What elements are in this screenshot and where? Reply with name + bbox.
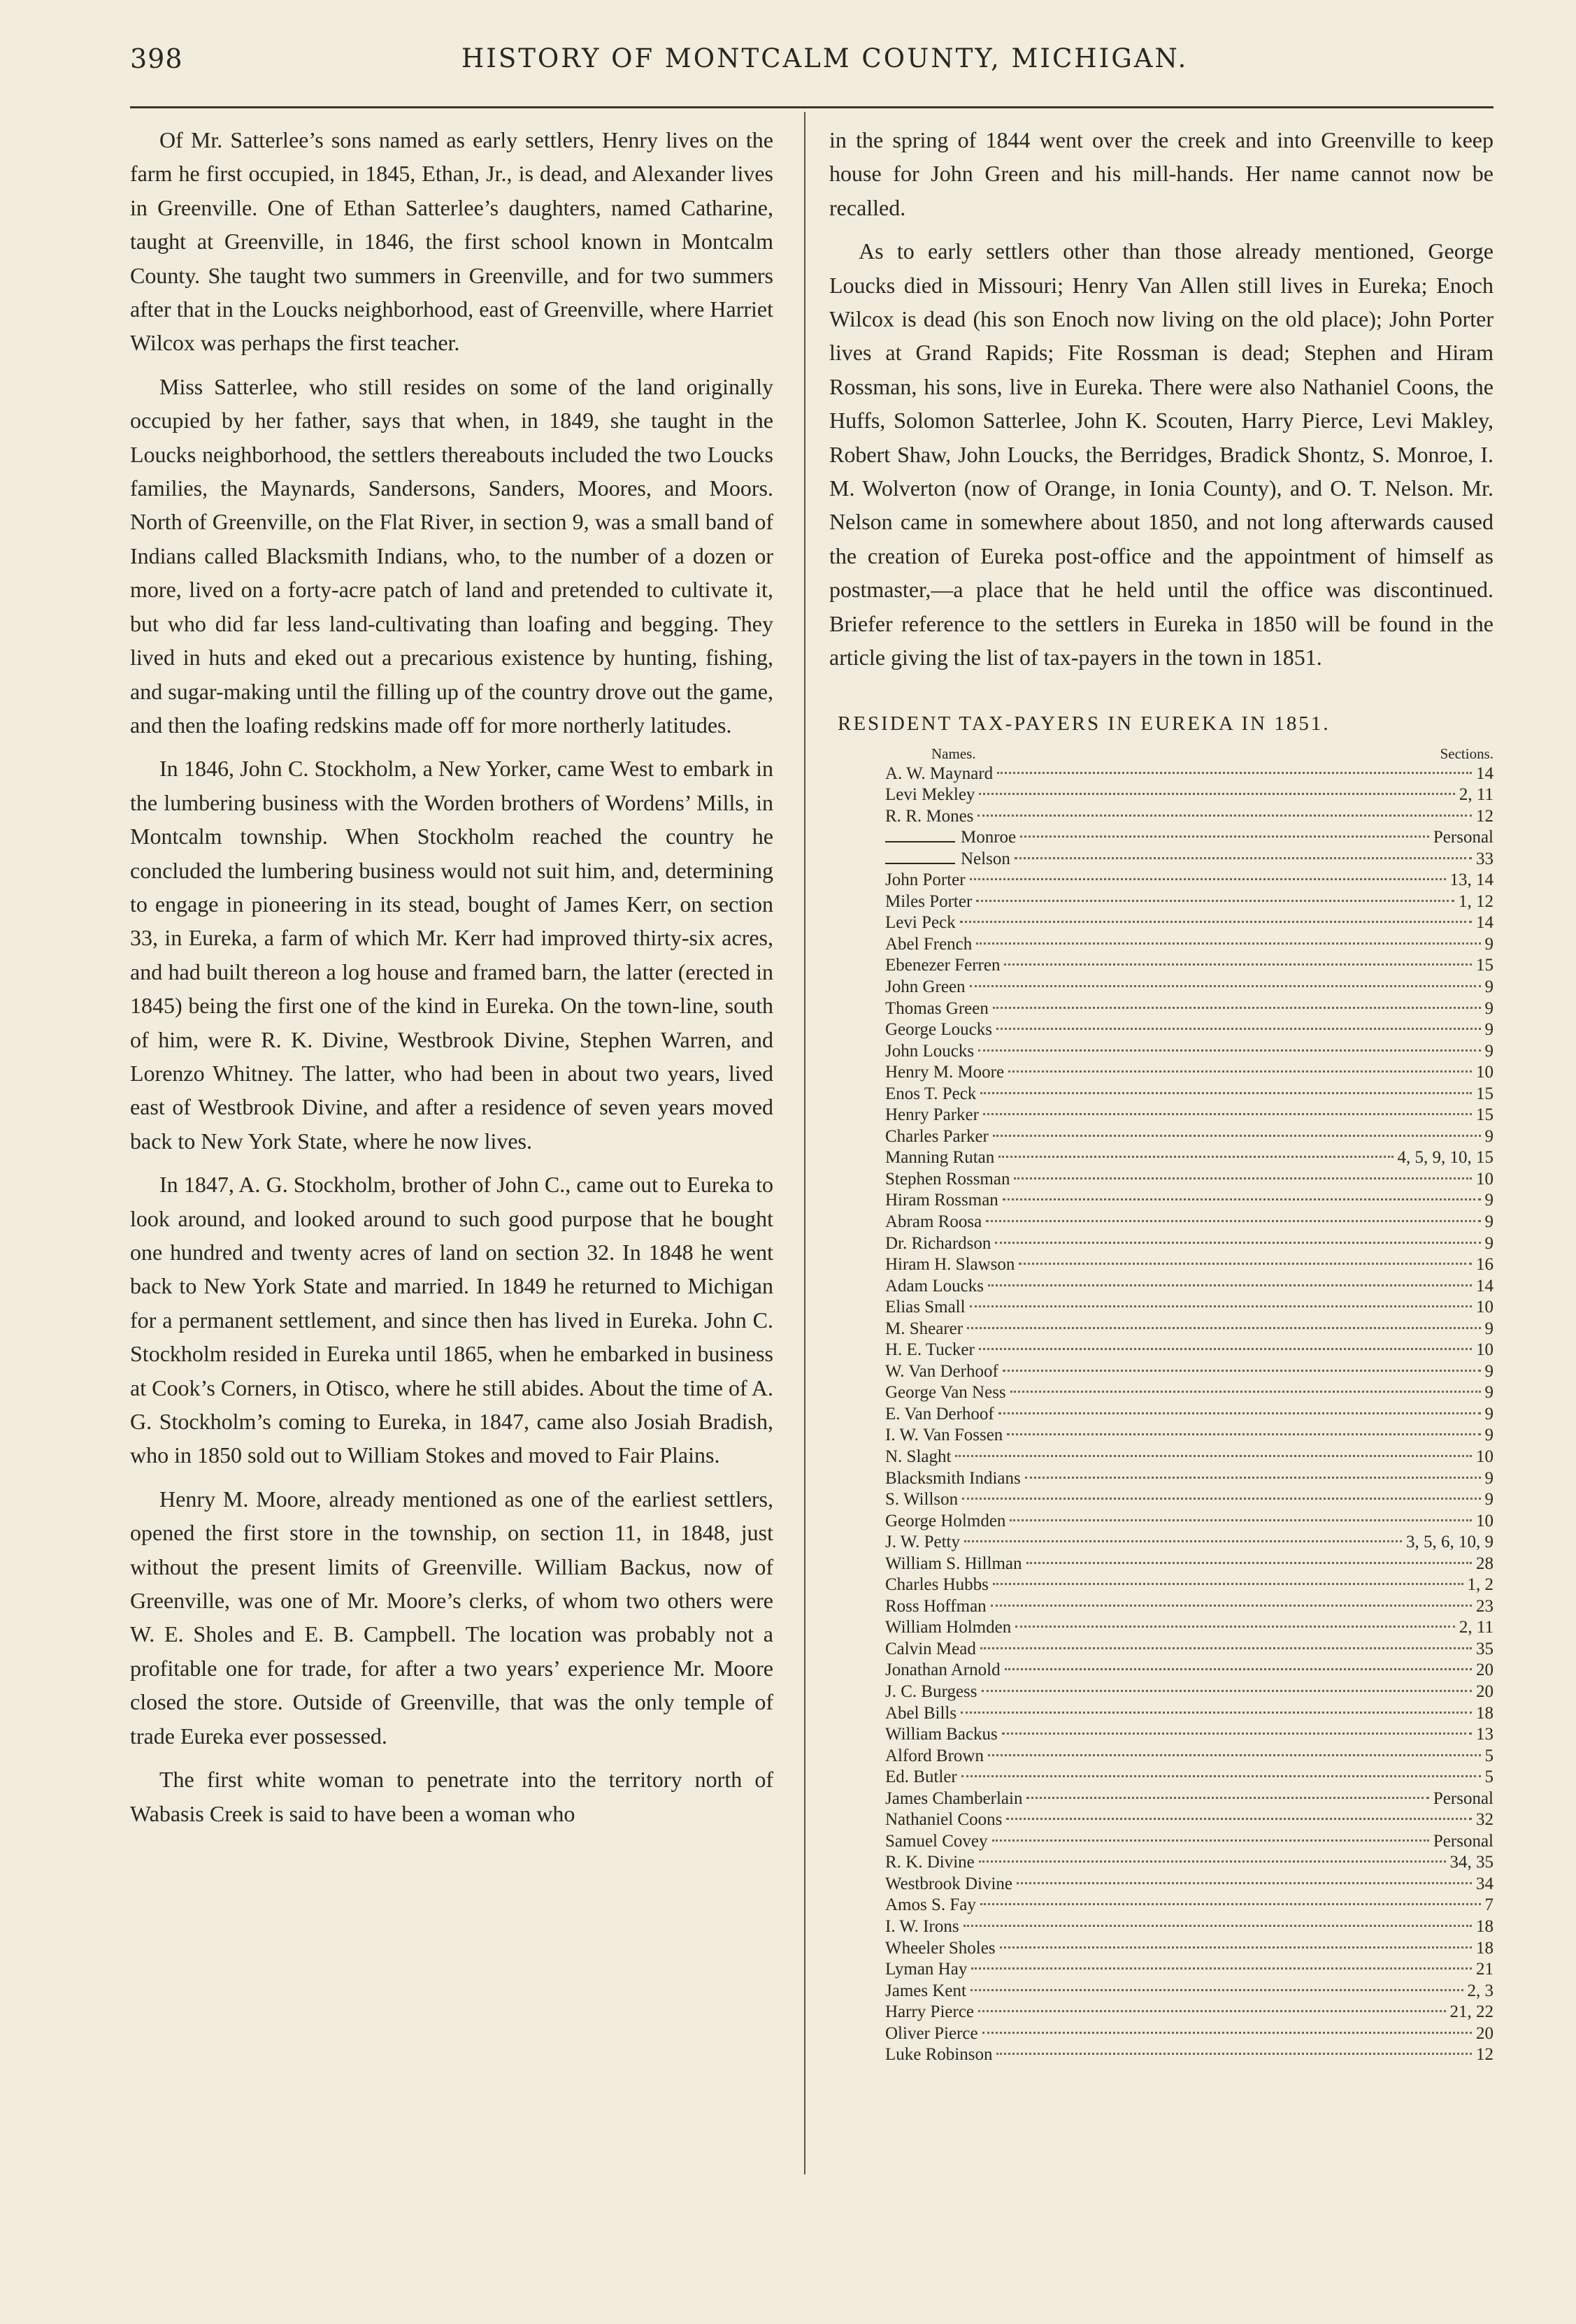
left-column xyxy=(130,123,773,1840)
table-row xyxy=(829,1981,1493,2003)
tax-payer-sections: 9 xyxy=(1484,1490,1493,1509)
dot-leader xyxy=(962,1498,1480,1500)
tax-payer-sections: 1, 2 xyxy=(1467,1575,1493,1595)
paragraph: Of Mr. Satterlee’s sons named as early settlers, Henry lives on the farm he first occupied, in 1845, Ethan, Jr., is dead, and Alexander lives in Greenville. One of Ethan Satterlee’s daughters, named Catharine, taught at Greenville, in 1846, the first school known in Montcalm County. She taught two summers in Greenville, and for two summers after that in the Loucks neighborhood, east of Greenville, where Harriet Wilcox was perhaps the first teacher. xyxy=(130,127,773,356)
paragraph: in the spring of 1844 went over the creek and into Greenville to keep house for John Green and his mill-hands. Her name cannot now be recalled. xyxy=(829,127,1493,220)
dot-leader xyxy=(993,1135,1481,1137)
tax-payer-name: Abel French xyxy=(885,934,973,954)
tax-payer-sections: 1, 12 xyxy=(1459,891,1493,911)
tax-payer-sections: 3, 5, 6, 10, 9 xyxy=(1406,1533,1493,1552)
tax-payer-name: Luke Robinson xyxy=(885,2045,993,2065)
dot-leader xyxy=(993,1583,1463,1585)
tax-payer-name: R. R. Mones xyxy=(885,806,974,826)
dot-leader xyxy=(961,1712,1472,1714)
tax-payer-name: M. Shearer xyxy=(885,1319,963,1338)
tax-payer-sections: 15 xyxy=(1476,956,1493,975)
table-row xyxy=(829,1105,1493,1127)
dot-leader xyxy=(995,1242,1480,1244)
tax-payer-sections: 15 xyxy=(1476,1084,1493,1103)
table-row xyxy=(829,1084,1493,1106)
tax-payer-name: Enos T. Peck xyxy=(885,1084,977,1103)
page-number: 398 xyxy=(130,43,183,74)
tax-payer-name: N. Slaght xyxy=(885,1447,952,1466)
tax-payer-sections: 28 xyxy=(1476,1554,1493,1573)
dot-leader xyxy=(1026,1797,1428,1799)
tax-payer-sections: 14 xyxy=(1476,763,1493,783)
table-row xyxy=(829,1960,1493,1981)
dot-leader xyxy=(1008,1070,1472,1073)
dot-leader xyxy=(982,1690,1472,1692)
table-row xyxy=(829,892,1493,914)
tax-payer-name: Elias Small xyxy=(885,1298,966,1317)
table-row xyxy=(829,1170,1493,1191)
table-row xyxy=(829,1426,1493,1447)
tax-payer-name: Henry M. Moore xyxy=(885,1063,1005,1082)
column-divider xyxy=(804,112,805,2174)
paragraph: Henry M. Moore, already mentioned as one of the earliest settlers, opened the first store in the township, on section 11, in 1848, just without the present limits of Greenville. William Backus, now of Greenville, was one of Mr. Moore’s clerks, of whom two others were W. E. Sholes and E. B. Campbell. The location was probably not a profitable one for trade, for after a two years’ experience Mr. Moore closed the store. Outside of Greenville, that was the only temple of trade Eureka ever possessed. xyxy=(130,1486,773,1749)
tax-payer-name: William Backus xyxy=(885,1725,998,1744)
paragraph: In 1846, John C. Stockholm, a New Yorker, came West to embark in the lumbering business with the Worden brothers of Wordens’ Mills, in Montcalm township. When Stockholm reached the country he concluded the lumbering business would not suit him, and, determining to engage in pioneering in its stead, bought of James Kerr, on section 33, in Eureka, a farm of which Mr. Kerr had improved thirty-six acres, and had built thereon a log house and framed barn, the latter (erected in 1845) being the first one of the kind in Eureka. On the town-line, south of him, were R. K. Divine, Westbrook Divine, Stephen Warren, and Lorenzo Whitney. The latter, who had been in about two years, lived east of Westbrook Divine, and after a residence of seven years moved back to New York State, where he now lives. xyxy=(130,756,773,1154)
tax-payer-name: Adam Loucks xyxy=(885,1276,984,1296)
table-row xyxy=(829,1490,1493,1512)
tax-payer-sections: 2, 11 xyxy=(1459,785,1493,805)
tax-payer-sections: 2, 3 xyxy=(1467,1981,1493,2000)
paragraph: In 1847, A. G. Stockholm, brother of John C., came out to Eureka to look around, and looked around to such good purpose that he bought one hundred and twenty acres of land on section 32. In 1848 he went back to New York State and married. In 1849 he returned to Michigan for a permanent settlement, and since then has lived in Eureka. John C. Stockholm resided in Eureka until 1865, when he embarked in business at Cook’s Corners, in Otisco, where he still abides. About the time of A. G. Stockholm’s coming to Eureka, in 1847, came also Josiah Bradish, who in 1850 sold out to William Stokes and moved to Fair Plains. xyxy=(130,1172,773,1468)
dot-leader xyxy=(1010,1391,1481,1393)
table-row xyxy=(829,1234,1493,1256)
table-row xyxy=(829,1917,1493,1939)
dot-leader xyxy=(970,1305,1472,1307)
table-row xyxy=(829,1640,1493,1661)
dot-leader xyxy=(970,985,1481,987)
table-header xyxy=(829,745,1493,763)
tax-payer-sections: 10 xyxy=(1476,1063,1493,1082)
table-row xyxy=(829,870,1493,892)
tax-payer-name: William S. Hillman xyxy=(885,1554,1022,1573)
dot-leader xyxy=(1003,1370,1481,1372)
dot-leader xyxy=(980,1647,1472,1649)
table-row xyxy=(829,1832,1493,1853)
paragraph: Miss Satterlee, who still resides on some of the land originally occupied by her father, says that when, in 1849, she taught in the Loucks neighborhood, the settlers thereabouts included the two Loucks families, the Maynards, Sandersons, Sanders, Moores, and Moors. North of Greenville, on the Flat River, in section 9, was a small band of Indians called Blacksmith Indians, who, to the number of a dozen or more, lived on a forty-acre patch of land and pretended to cultivate it, but who did far less land-cultivating than loafing and begging. They lived in huts and eked out a precarious existence by hunting, fishing, and sugar-making until the filling up of the country drove out the game, and then the loafing redskins made off for more northerly latitudes. xyxy=(130,373,773,738)
table-row xyxy=(829,1383,1493,1405)
tax-payer-sections: 9 xyxy=(1484,1319,1493,1338)
dot-leader xyxy=(991,1605,1472,1607)
dot-leader xyxy=(1006,1818,1472,1820)
tax-payer-sections: 9 xyxy=(1484,1041,1493,1061)
tax-payer-name: George Loucks xyxy=(885,1020,992,1040)
dot-leader xyxy=(1014,1177,1472,1179)
dot-leader xyxy=(988,1754,1481,1756)
tax-payer-name: Ross Hoffman xyxy=(885,1596,987,1616)
tax-payer-name: Harry Pierce xyxy=(885,2002,975,2022)
table-row xyxy=(829,1277,1493,1298)
table-row xyxy=(829,785,1493,807)
tax-payer-name: James Chamberlain xyxy=(885,1788,1023,1808)
dot-leader xyxy=(983,1113,1472,1115)
table-row xyxy=(829,1512,1493,1533)
dot-leader xyxy=(1026,1562,1472,1564)
dot-leader xyxy=(976,942,1480,945)
table-row xyxy=(829,1191,1493,1212)
tax-payer-name: Abram Roosa xyxy=(885,1212,982,1231)
tax-payer-name: I. W. Van Fossen xyxy=(885,1426,1003,1445)
tax-payer-name: Wheeler Sholes xyxy=(885,1938,996,1958)
tax-payer-sections: 33 xyxy=(1476,849,1493,868)
tax-payer-sections: 23 xyxy=(1476,1596,1493,1616)
dot-leader xyxy=(978,1049,1480,1052)
table-row xyxy=(829,956,1493,977)
table-row xyxy=(829,1362,1493,1384)
table-row xyxy=(829,1127,1493,1149)
dot-leader xyxy=(996,2053,1472,2055)
paragraph: As to early settlers other than those already mentioned, George Loucks died in Missouri; Henry Van Allen still lives in Eureka; Enoch Wilcox is dead (his son Enoch now living on the old place); John Porter lives at Grand Rapids; Fite Rossman is dead; Stephen and Hiram Rossman, his sons, live in Eureka. There were also Nathaniel Coons, the Huffs, Solomon Satterlee, John K. Scouten, Harry Pierce, Levi Makley, Robert Shaw, John Loucks, the Berridges, Bradick Shontz, S. Monroe, I. M. Wolverton (now of Orange, in Ionia County), and O. T. Nelson. Mr. Nelson came in somewhere about 1850, and not long afterwards caused the creation of Eureka post-office and the appointment of himself as postmaster,—a place that he held until the office was discontinued. Briefer reference to the settlers in Eureka in 1850 will be found in the article giving the list of tax-payers in the town in 1851. xyxy=(829,238,1493,670)
dot-leader xyxy=(970,1989,1463,1991)
table-row xyxy=(829,1725,1493,1746)
tax-payer-name: Nelson xyxy=(961,849,1010,868)
tax-payer-name: Calvin Mead xyxy=(885,1639,976,1658)
dot-leader xyxy=(980,1092,1472,1094)
tax-payer-name: William Holmden xyxy=(885,1618,1012,1637)
tax-payer-sections: Personal xyxy=(1433,828,1493,847)
running-title: HISTORY OF MONTCALM COUNTY, MICHIGAN. xyxy=(461,43,1189,73)
tax-payer-name: Monroe xyxy=(961,828,1017,847)
dot-leader xyxy=(1004,963,1472,966)
table-row xyxy=(829,1554,1493,1576)
tax-payer-sections: 5 xyxy=(1484,1767,1493,1787)
tax-payer-sections: 35 xyxy=(1476,1639,1493,1658)
table-row xyxy=(829,1704,1493,1726)
table-row xyxy=(829,1148,1493,1170)
ditto-dash xyxy=(885,863,955,864)
dot-leader xyxy=(979,793,1454,795)
dot-leader xyxy=(976,900,1454,902)
tax-payer-name: Samuel Covey xyxy=(885,1831,988,1851)
dot-leader xyxy=(1015,1626,1455,1628)
table-row xyxy=(829,1340,1493,1362)
tax-payer-sections: 10 xyxy=(1476,1169,1493,1189)
tax-payer-sections: Personal xyxy=(1433,1788,1493,1808)
tax-payer-sections: Personal xyxy=(1433,1831,1493,1851)
table-row xyxy=(829,1469,1493,1491)
dot-leader xyxy=(979,1348,1472,1350)
table-row xyxy=(829,1618,1493,1640)
dot-leader xyxy=(1025,1477,1481,1479)
table-row xyxy=(829,1212,1493,1234)
tax-payer-sections: 9 xyxy=(1484,1212,1493,1231)
dot-leader xyxy=(996,1028,1481,1030)
table-row xyxy=(829,1298,1493,1319)
dot-leader xyxy=(1020,835,1429,838)
tax-payer-sections: 9 xyxy=(1484,1126,1493,1146)
table-row xyxy=(829,1597,1493,1619)
tax-payer-sections: 9 xyxy=(1484,1426,1493,1445)
tax-payer-sections: 18 xyxy=(1476,1938,1493,1958)
table-title: RESIDENT TAX-PAYERS IN EUREKA IN 1851. xyxy=(838,712,1331,735)
tax-payer-sections: 5 xyxy=(1484,1746,1493,1765)
tax-payer-name: Oliver Pierce xyxy=(885,2023,978,2043)
paragraph: The first white woman to penetrate into the territory north of Wabasis Creek is said to have been a woman who xyxy=(130,1767,773,1826)
tax-payer-name: J. W. Petty xyxy=(885,1533,960,1552)
dot-leader xyxy=(980,1903,1481,1905)
tax-payer-name: Thomas Green xyxy=(885,998,989,1018)
dot-leader xyxy=(970,878,1446,880)
table-row xyxy=(829,1533,1493,1554)
tax-payer-name: John Green xyxy=(885,977,966,996)
dot-leader xyxy=(993,1007,1481,1009)
tax-payer-sections: 13 xyxy=(1476,1725,1493,1744)
tax-payer-name: Manning Rutan xyxy=(885,1148,995,1168)
header-rule xyxy=(130,106,1493,108)
tax-payer-sections: 20 xyxy=(1476,1682,1493,1702)
tax-payer-sections: 9 xyxy=(1484,977,1493,996)
tax-payer-sections: 12 xyxy=(1476,806,1493,826)
dot-leader xyxy=(1017,1882,1472,1884)
tax-payer-sections: 10 xyxy=(1476,1340,1493,1360)
tax-payer-sections: 32 xyxy=(1476,1810,1493,1830)
table-row xyxy=(829,1853,1493,1874)
tax-payer-name: Lyman Hay xyxy=(885,1960,968,1979)
tax-payer-sections: 9 xyxy=(1484,1404,1493,1423)
dot-leader xyxy=(1000,1946,1472,1949)
table-row xyxy=(829,1767,1493,1789)
dot-leader xyxy=(979,1860,1446,1863)
tax-payer-sections: 4, 5, 9, 10, 15 xyxy=(1397,1148,1493,1168)
table-row xyxy=(829,1660,1493,1682)
table-row xyxy=(829,1255,1493,1277)
dot-leader xyxy=(997,772,1472,774)
table-row xyxy=(829,1063,1493,1084)
tax-payer-sections: 21, 22 xyxy=(1449,2002,1493,2022)
tax-payer-sections: 15 xyxy=(1476,1105,1493,1125)
tax-payer-name: I. W. Irons xyxy=(885,1917,959,1937)
table-row xyxy=(829,1682,1493,1704)
dot-leader xyxy=(955,1455,1472,1457)
tax-payer-sections: 9 xyxy=(1484,1361,1493,1381)
dot-leader xyxy=(1003,1198,1481,1200)
table-row xyxy=(829,999,1493,1021)
tax-payer-name: Hiram Rossman xyxy=(885,1191,998,1210)
tax-payer-name: John Porter xyxy=(885,870,966,890)
tax-payer-sections: 18 xyxy=(1476,1703,1493,1723)
dot-leader xyxy=(971,1967,1472,1970)
dot-leader xyxy=(1019,1263,1472,1265)
tax-payer-sections: 7 xyxy=(1484,1895,1493,1915)
table-row xyxy=(829,2024,1493,2046)
table-row xyxy=(829,1810,1493,1832)
dot-leader xyxy=(978,2010,1445,2012)
tax-payer-sections: 9 xyxy=(1484,1468,1493,1488)
dot-leader xyxy=(998,1156,1393,1158)
tax-payer-name: Nathaniel Coons xyxy=(885,1810,1003,1830)
tax-payer-name: A. W. Maynard xyxy=(885,763,994,783)
table-row xyxy=(829,2002,1493,2024)
tax-payer-name: Jonathan Arnold xyxy=(885,1660,1001,1680)
sections-column-header: Sections. xyxy=(1440,745,1493,762)
table-row xyxy=(829,977,1493,999)
tax-payer-sections: 10 xyxy=(1476,1298,1493,1317)
dot-leader xyxy=(977,815,1472,817)
dot-leader xyxy=(1002,1733,1472,1735)
tax-payer-name: George Van Ness xyxy=(885,1383,1006,1403)
dot-leader xyxy=(998,1412,1481,1414)
dot-leader xyxy=(963,1925,1472,1927)
tax-payer-name: Westbrook Divine xyxy=(885,1874,1012,1893)
tax-payer-name: E. Van Derhoof xyxy=(885,1404,994,1423)
tax-payer-name: Abel Bills xyxy=(885,1703,957,1723)
tax-payer-name: J. C. Burgess xyxy=(885,1682,977,1702)
tax-payer-name: S. Willson xyxy=(885,1490,959,1509)
tax-payer-name: John Loucks xyxy=(885,1041,975,1061)
tax-payer-name: W. Van Derhoof xyxy=(885,1361,998,1381)
tax-payer-sections: 14 xyxy=(1476,913,1493,933)
tax-payer-sections: 14 xyxy=(1476,1276,1493,1296)
table-row xyxy=(829,935,1493,956)
tax-payer-sections: 10 xyxy=(1476,1447,1493,1466)
table-row xyxy=(829,1020,1493,1042)
tax-payer-sections: 18 xyxy=(1476,1917,1493,1937)
tax-payer-name: James Kent xyxy=(885,1981,966,2000)
dot-leader xyxy=(967,1327,1480,1329)
tax-payer-name: Ed. Butler xyxy=(885,1767,957,1787)
tax-payer-name: Amos S. Fay xyxy=(885,1895,976,1915)
table-row xyxy=(829,807,1493,829)
table-row xyxy=(829,849,1493,871)
tax-payer-name: Henry Parker xyxy=(885,1105,979,1125)
tax-payer-sections: 9 xyxy=(1484,1020,1493,1040)
tax-payer-sections: 9 xyxy=(1484,1383,1493,1403)
tax-payer-sections: 9 xyxy=(1484,1191,1493,1210)
dot-leader xyxy=(961,1775,1481,1777)
table-row xyxy=(829,1447,1493,1469)
dot-leader xyxy=(988,1284,1472,1286)
tax-payer-name: Charles Hubbs xyxy=(885,1575,989,1595)
tax-payer-sections: 13, 14 xyxy=(1449,870,1493,890)
table-row xyxy=(829,913,1493,935)
tax-payer-name: Ebenezer Ferren xyxy=(885,956,1001,975)
tax-payer-name: Miles Porter xyxy=(885,891,973,911)
table-row xyxy=(829,1746,1493,1768)
tax-payer-sections: 34 xyxy=(1476,1874,1493,1893)
table-row xyxy=(829,1789,1493,1811)
tax-payer-sections: 12 xyxy=(1476,2045,1493,2065)
ditto-dash xyxy=(885,841,955,842)
tax-payer-sections: 34, 35 xyxy=(1449,1853,1493,1872)
dot-leader xyxy=(960,921,1472,923)
dot-leader xyxy=(964,1540,1402,1542)
table-row xyxy=(829,1895,1493,1917)
tax-payer-sections: 16 xyxy=(1476,1255,1493,1275)
tax-payer-name: Levi Peck xyxy=(885,913,956,933)
table-row xyxy=(829,1874,1493,1896)
tax-payer-name: R. K. Divine xyxy=(885,1853,975,1872)
names-column-header: Names. xyxy=(931,745,976,762)
tax-payer-name: Alford Brown xyxy=(885,1746,984,1765)
table-row xyxy=(829,828,1493,849)
tax-payer-sections: 9 xyxy=(1484,1233,1493,1253)
table-row xyxy=(829,1405,1493,1426)
tax-payer-name: Stephen Rossman xyxy=(885,1169,1010,1189)
tax-payer-name: George Holmden xyxy=(885,1511,1006,1530)
dot-leader xyxy=(1005,1668,1472,1670)
tax-payer-sections: 21 xyxy=(1476,1960,1493,1979)
tax-payer-sections: 9 xyxy=(1484,998,1493,1018)
tax-payer-name: Blacksmith Indians xyxy=(885,1468,1021,1488)
table-row xyxy=(829,764,1493,786)
tax-payer-sections: 2, 11 xyxy=(1459,1618,1493,1637)
dot-leader xyxy=(982,2032,1472,2034)
tax-payer-sections: 9 xyxy=(1484,934,1493,954)
tax-payer-sections: 20 xyxy=(1476,2023,1493,2043)
tax-payer-name: H. E. Tucker xyxy=(885,1340,975,1360)
right-column xyxy=(829,123,1493,2067)
tax-payer-name: Charles Parker xyxy=(885,1126,989,1146)
dot-leader xyxy=(1010,1519,1472,1521)
table-row xyxy=(829,1939,1493,1960)
dot-leader xyxy=(1015,857,1472,859)
dot-leader xyxy=(986,1220,1480,1222)
table-row xyxy=(829,1319,1493,1341)
table-row xyxy=(829,1042,1493,1063)
table-row xyxy=(829,1575,1493,1597)
tax-payer-sections: 20 xyxy=(1476,1660,1493,1680)
tax-payer-name: Levi Mekley xyxy=(885,785,975,805)
table-row xyxy=(829,2045,1493,2067)
tax-payer-name: Dr. Richardson xyxy=(885,1233,991,1253)
dot-leader xyxy=(992,1839,1429,1842)
tax-payer-list xyxy=(829,764,1493,2067)
tax-payer-name: Hiram H. Slawson xyxy=(885,1255,1015,1275)
dot-leader xyxy=(1007,1433,1480,1435)
tax-payer-sections: 10 xyxy=(1476,1511,1493,1530)
